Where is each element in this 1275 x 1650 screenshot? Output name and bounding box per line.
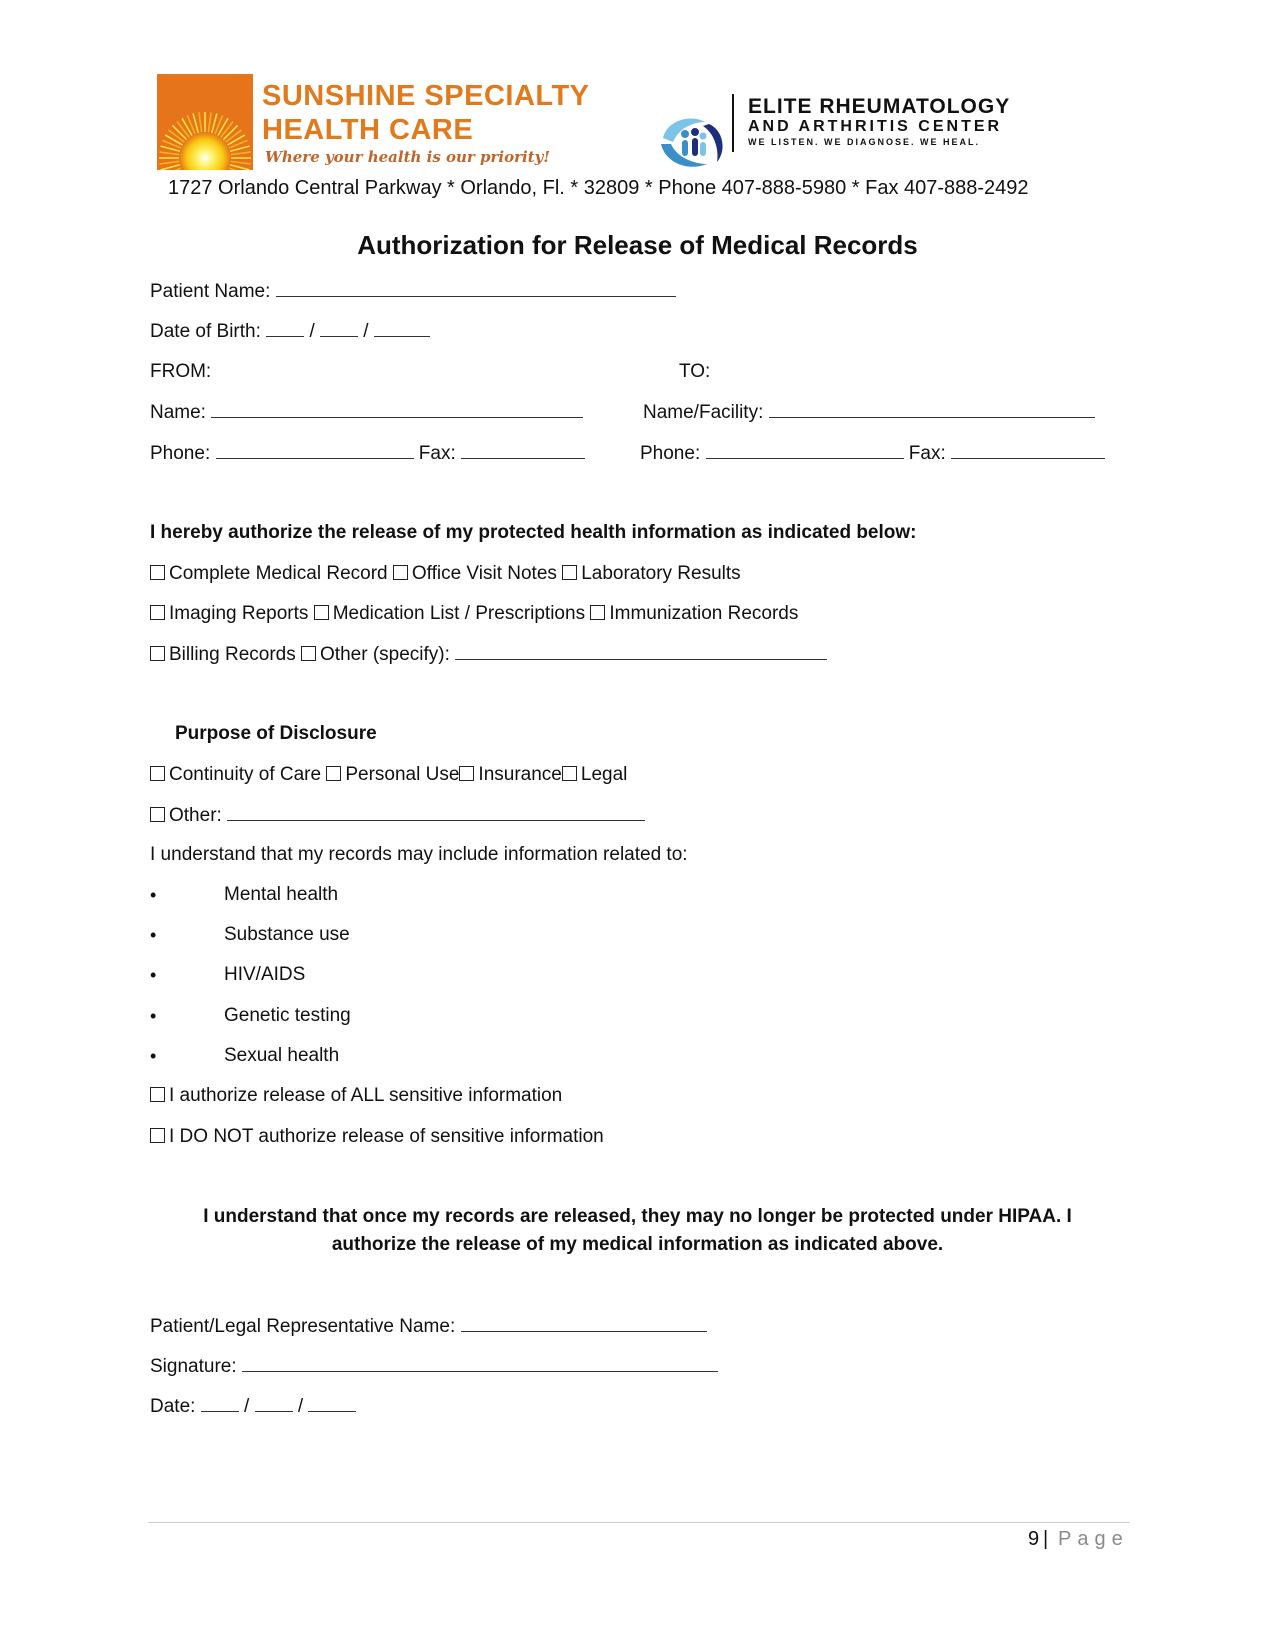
purpose-options-row	[150, 764, 627, 786]
complete-record-checkbox[interactable]	[150, 565, 165, 580]
other-records-label: Other (specify):	[320, 644, 450, 665]
to-fax-field[interactable]	[951, 442, 1105, 459]
from-name-label: Name:	[150, 402, 206, 423]
rep-name-row	[150, 1315, 707, 1338]
dob-day-field[interactable]	[320, 320, 358, 337]
patient-name-row	[150, 280, 676, 303]
sunshine-logo	[157, 74, 253, 170]
authorize-all-row	[150, 1085, 562, 1107]
authorize-all-checkbox[interactable]	[150, 1087, 165, 1102]
legal-label: Legal	[580, 764, 628, 785]
date-month-field[interactable]	[201, 1395, 239, 1412]
signature-label: Signature:	[150, 1356, 237, 1377]
dob-year-field[interactable]	[374, 320, 430, 337]
medication-checkbox[interactable]	[314, 605, 329, 620]
purpose-other-checkbox[interactable]	[150, 807, 165, 822]
to-phone-row	[640, 442, 1105, 465]
lab-results-label: Laboratory Results	[581, 563, 741, 584]
dob-month-field[interactable]	[266, 320, 304, 337]
from-phone-label: Phone:	[150, 443, 211, 464]
billing-label: Billing Records	[169, 644, 296, 665]
bullet: •	[150, 1046, 157, 1066]
purpose-other-label: Other:	[169, 805, 222, 826]
from-name-field[interactable]	[211, 401, 583, 418]
page-word: Page	[1058, 1528, 1129, 1550]
from-name-row	[150, 401, 583, 424]
sunshine-name-line2: HEALTH CARE	[262, 114, 474, 146]
from-fax-field[interactable]	[461, 442, 585, 459]
to-phone-label: Phone:	[640, 443, 701, 464]
immunization-label: Immunization Records	[609, 603, 799, 624]
logo-divider	[732, 94, 734, 152]
elite-name-line2: AND ARTHRITIS CENTER	[748, 118, 1003, 135]
date-row: Date: / /	[150, 1395, 356, 1418]
to-name-row	[643, 401, 1095, 424]
lab-results-checkbox[interactable]	[562, 565, 577, 580]
do-not-authorize-label: I DO NOT authorize release of sensitive information	[169, 1126, 604, 1147]
rep-name-label: Patient/Legal Representative Name:	[150, 1316, 456, 1337]
people-circle-icon	[648, 94, 720, 154]
to-phone-field[interactable]	[706, 442, 904, 459]
date-year-field[interactable]	[308, 1395, 356, 1412]
to-heading: TO:	[679, 361, 711, 382]
dob-label: Date of Birth:	[150, 321, 261, 342]
authorize-heading: I hereby authorize the release of my protected health information as indicated below:	[150, 522, 917, 543]
page-separator: |	[1043, 1528, 1049, 1550]
sensitive-item-hiv-aids: HIV/AIDS	[224, 964, 306, 985]
sensitive-item-mental-health: Mental health	[224, 884, 339, 905]
record-types-row1	[150, 563, 741, 585]
sensitive-item-substance-use: Substance use	[224, 924, 350, 945]
purpose-heading: Purpose of Disclosure	[175, 723, 377, 744]
legal-checkbox[interactable]	[562, 766, 577, 781]
continuity-checkbox[interactable]	[150, 766, 165, 781]
patient-name-label: Patient Name:	[150, 281, 271, 302]
record-types-row2	[150, 603, 798, 625]
office-notes-label: Office Visit Notes	[411, 563, 557, 584]
elite-name-line1: ELITE RHEUMATOLOGY	[748, 95, 1011, 118]
personal-use-checkbox[interactable]	[326, 766, 341, 781]
personal-use-label: Personal Use	[345, 764, 460, 785]
continuity-label: Continuity of Care	[169, 764, 322, 785]
signature-row	[150, 1355, 718, 1378]
sensitive-item-genetic-testing: Genetic testing	[224, 1005, 351, 1026]
hipaa-notice-line1: I understand that once my records are released, they may no longer be protected under HIPAA. I	[203, 1206, 1072, 1227]
complete-record-label: Complete Medical Record	[169, 563, 388, 584]
dob-row: Date of Birth: / /	[150, 320, 430, 343]
elite-tagline: WE LISTEN. WE DIAGNOSE. WE HEAL.	[748, 137, 981, 147]
to-name-label: Name/Facility:	[643, 402, 764, 423]
from-phone-field[interactable]	[216, 442, 414, 459]
page-title: Authorization for Release of Medical Records	[357, 230, 918, 260]
insurance-label: Insurance	[478, 764, 562, 785]
hipaa-notice-line2: authorize the release of my medical information as indicated above.	[331, 1234, 944, 1255]
sensitive-intro: I understand that my records may include information related to:	[150, 844, 688, 865]
page-number: 9	[1028, 1528, 1040, 1550]
rep-name-field[interactable]	[461, 1315, 707, 1332]
patient-name-field[interactable]	[276, 280, 676, 297]
bullet: •	[150, 925, 157, 945]
date-day-field[interactable]	[255, 1395, 293, 1412]
other-records-field[interactable]	[455, 643, 827, 660]
do-not-authorize-checkbox[interactable]	[150, 1128, 165, 1143]
from-heading: FROM:	[150, 361, 212, 382]
from-phone-row	[150, 442, 585, 465]
office-notes-checkbox[interactable]	[393, 565, 408, 580]
immunization-checkbox[interactable]	[590, 605, 605, 620]
sensitive-item-sexual-health: Sexual health	[224, 1045, 340, 1066]
sunshine-tagline: Where your health is our priority!	[265, 148, 550, 166]
sunshine-name-line1: SUNSHINE SPECIALTY	[262, 80, 590, 112]
to-fax-label: Fax:	[908, 443, 946, 464]
other-records-checkbox[interactable]	[301, 646, 316, 661]
from-fax-label: Fax:	[418, 443, 456, 464]
bullet: •	[150, 965, 157, 985]
insurance-checkbox[interactable]	[459, 766, 474, 781]
imaging-checkbox[interactable]	[150, 605, 165, 620]
do-not-authorize-row	[150, 1126, 604, 1148]
footer-divider	[148, 1522, 1130, 1523]
authorize-all-label: I authorize release of ALL sensitive information	[169, 1085, 563, 1106]
purpose-other-row	[150, 804, 645, 827]
to-name-field[interactable]	[769, 401, 1095, 418]
bullet: •	[150, 885, 157, 905]
medication-label: Medication List / Prescriptions	[332, 603, 586, 624]
imaging-label: Imaging Reports	[169, 603, 309, 624]
bullet: •	[150, 1006, 157, 1026]
date-label: Date:	[150, 1396, 196, 1417]
signature-field[interactable]	[242, 1355, 718, 1372]
address-line: 1727 Orlando Central Parkway * Orlando, Fl. * 32809 * Phone 407-888-5980 * Fax 407-888-2492	[168, 177, 1029, 199]
sun-icon	[157, 110, 253, 170]
record-types-row3	[150, 643, 827, 666]
billing-checkbox[interactable]	[150, 646, 165, 661]
purpose-other-field[interactable]	[227, 804, 645, 821]
